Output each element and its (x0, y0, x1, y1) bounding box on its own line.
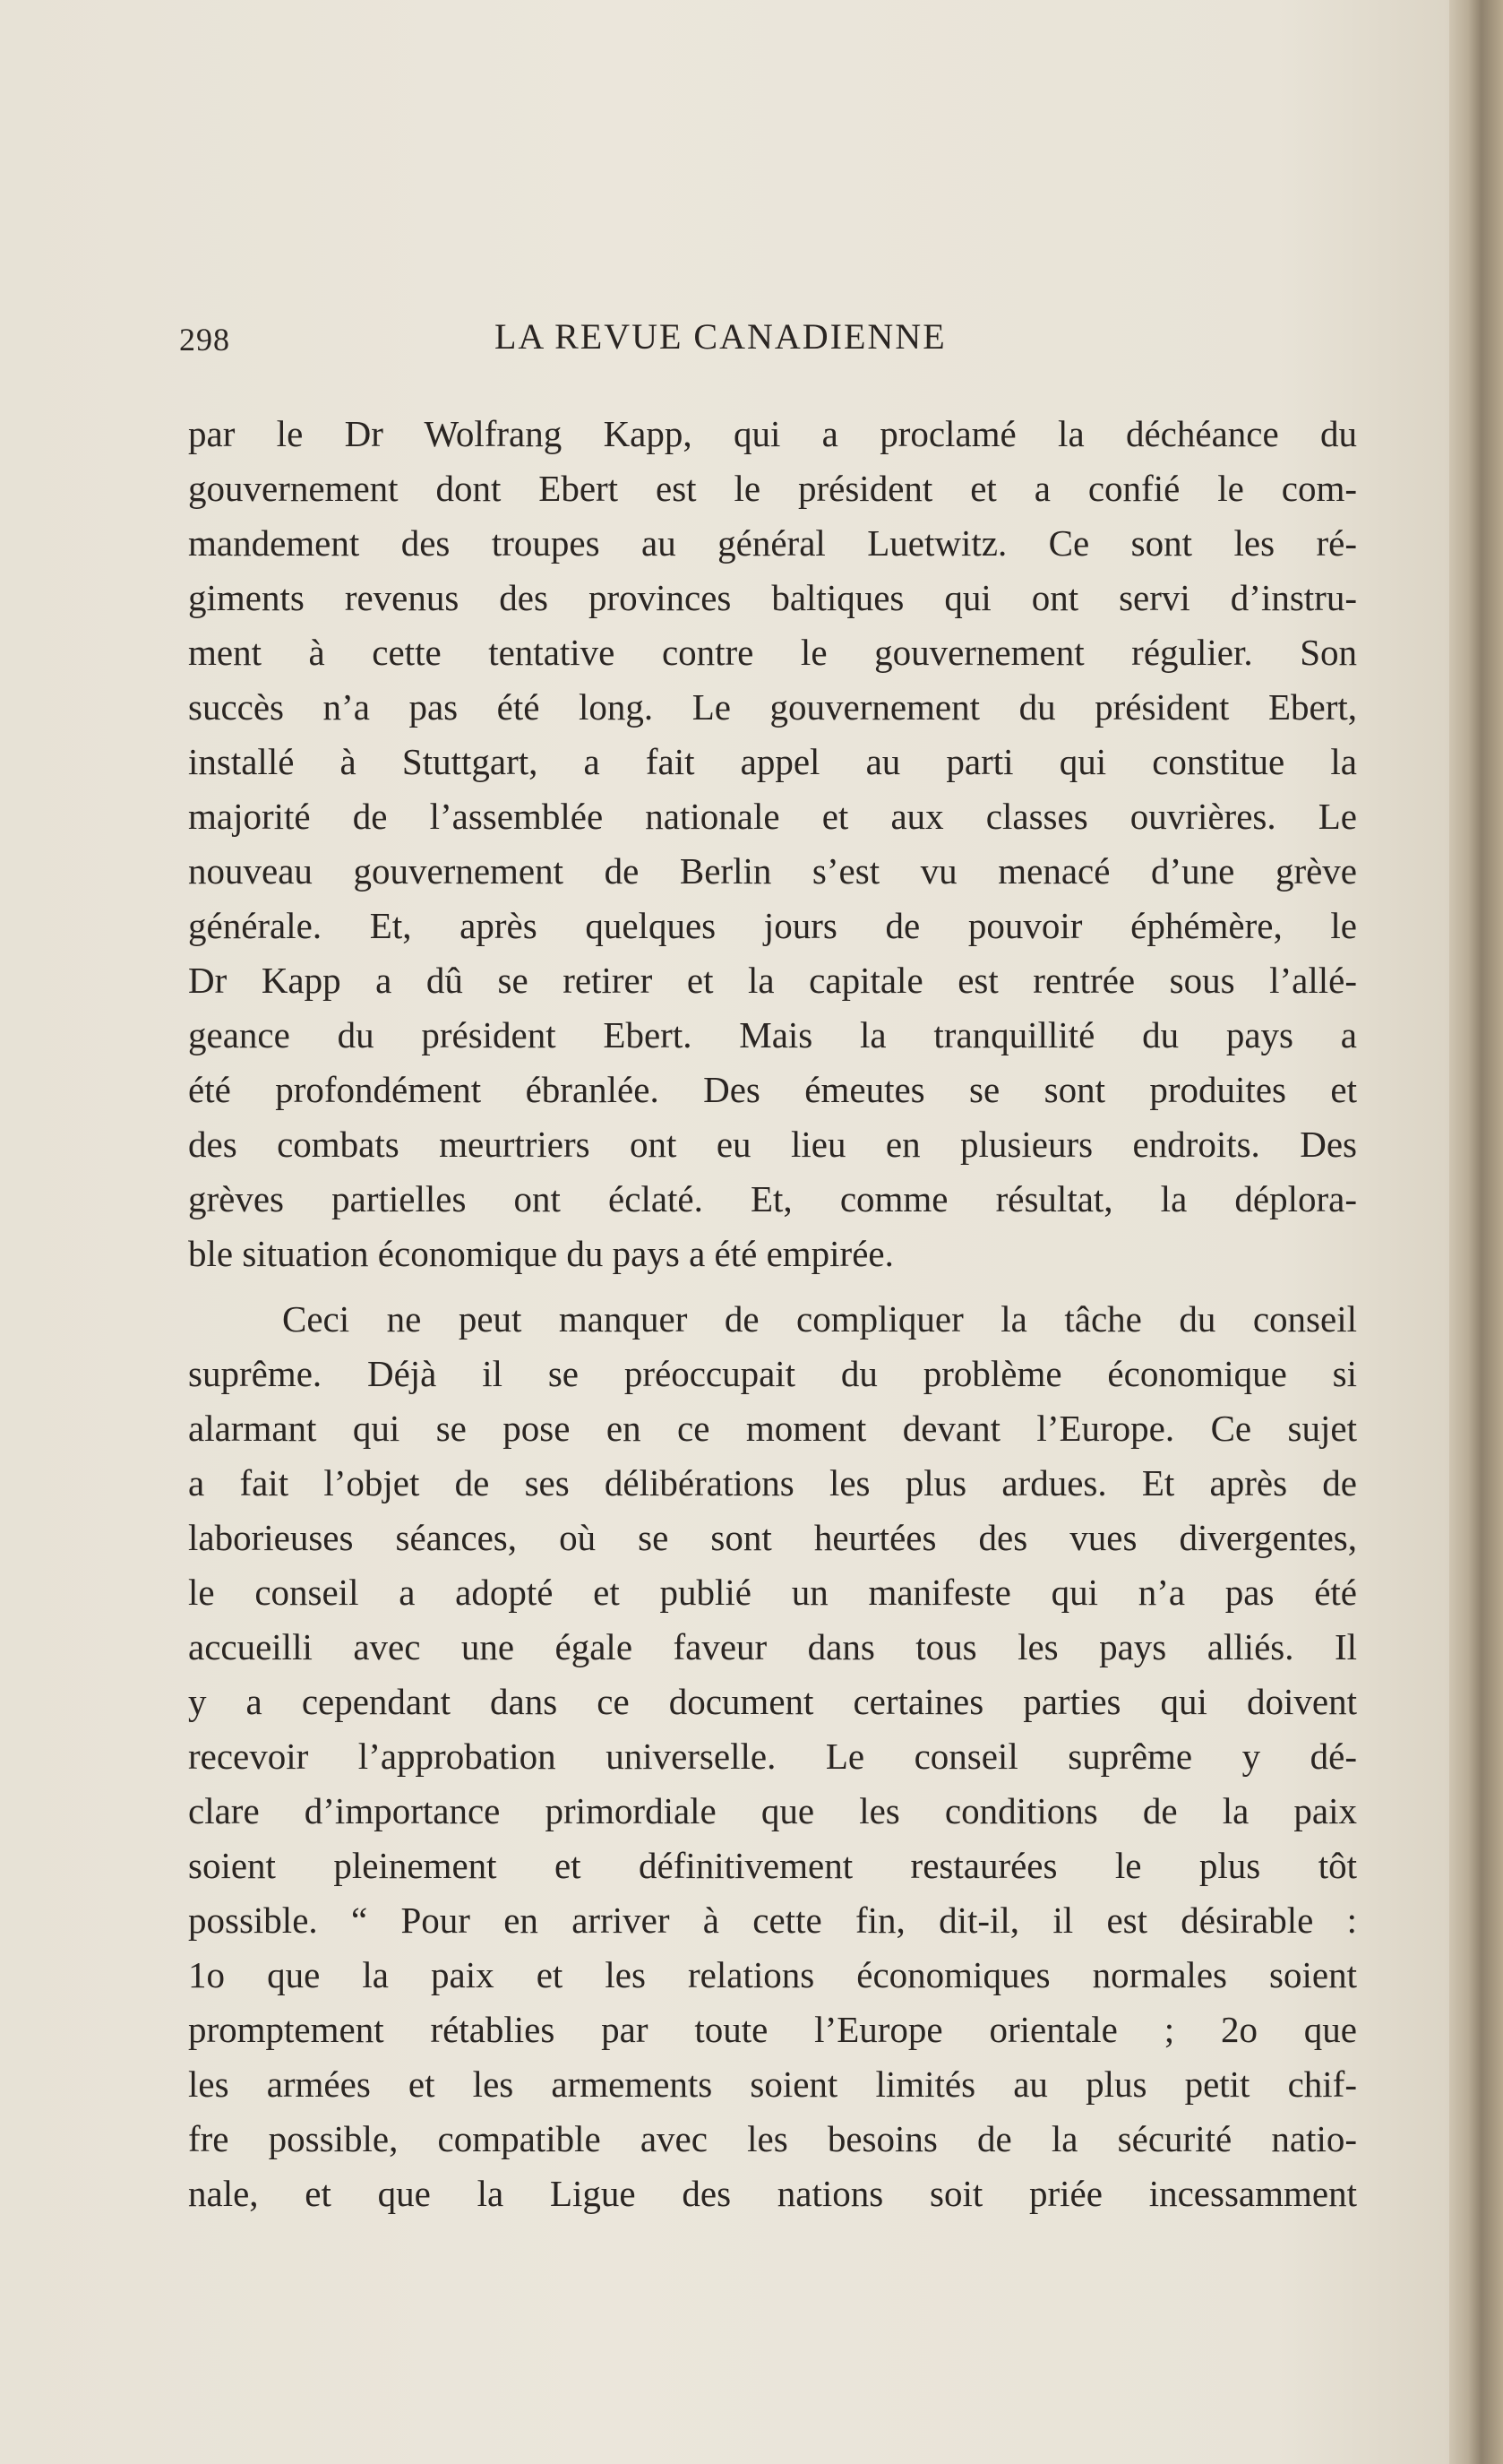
text-line: gouvernement dont Ebert est le président et a confié le com- (188, 468, 1357, 509)
text-line: suprême. Déjà il se préoccupait du problème économique si (188, 1353, 1357, 1394)
text-line: alarmant qui se pose en ce moment devant l’Europe. Ce sujet (188, 1408, 1357, 1449)
text-line: Dr Kapp a dû se retirer et la capitale est rentrée sous l’allé- (188, 960, 1357, 1001)
text-line: nouveau gouvernement de Berlin s’est vu menacé d’une grève (188, 850, 1357, 892)
text-line: recevoir l’approbation universelle. Le conseil suprême y dé- (188, 1736, 1357, 1777)
text-line: soient pleinement et définitivement restaurées le plus tôt (188, 1845, 1357, 1886)
text-line: installé à Stuttgart, a fait appel au parti qui constitue la (188, 741, 1357, 782)
text-line: laborieuses séances, où se sont heurtées des vues divergentes, (188, 1517, 1357, 1558)
text-line: été profondément ébranlée. Des émeutes se sont produites et (188, 1069, 1357, 1110)
text-line: les armées et les armements soient limités au plus petit chif- (188, 2063, 1357, 2105)
text-line: accueilli avec une égale faveur dans tous les pays alliés. Il (188, 1626, 1357, 1667)
text-line: des combats meurtriers ont eu lieu en plusieurs endroits. Des (188, 1124, 1357, 1165)
text-line: grèves partielles ont éclaté. Et, comme résultat, la déplora- (188, 1178, 1357, 1219)
text-line: geance du président Ebert. Mais la tranquillité du pays a (188, 1014, 1357, 1055)
text-line: ment à cette tentative contre le gouvernement régulier. Son (188, 632, 1357, 673)
text-line: fre possible, compatible avec les besoins de la sécurité natio- (188, 2118, 1357, 2159)
text-line: mandement des troupes au général Luetwitz. Ce sont les ré- (188, 522, 1357, 564)
text-line: nale, et que la Ligue des nations soit priée incessamment (188, 2173, 1357, 2214)
text-line: ble situation économique du pays a été empirée. (188, 1233, 894, 1274)
text-line: y a cependant dans ce document certaines parties qui doivent (188, 1681, 1357, 1722)
running-title: LA REVUE CANADIENNE (494, 316, 947, 357)
text-line: giments revenus des provinces baltiques qui ont servi d’instru- (188, 577, 1357, 618)
text-line: le conseil a adopté et publié un manifeste qui n’a pas été (188, 1572, 1357, 1613)
text-line: générale. Et, après quelques jours de pouvoir éphémère, le (188, 905, 1357, 946)
text-line: possible. “ Pour en arriver à cette fin, dit-il, il est désirable : (188, 1900, 1357, 1941)
text-line: promptement rétablies par toute l’Europe orientale ; 2o que (188, 2009, 1357, 2050)
text-line: a fait l’objet de ses délibérations les plus ardues. Et après de (188, 1462, 1357, 1503)
text-line: par le Dr Wolfrang Kapp, qui a proclamé la déchéance du (188, 413, 1357, 454)
text-line: 1o que la paix et les relations économiques normales soient (188, 1954, 1357, 1995)
text-line: majorité de l’assemblée nationale et aux classes ouvrières. Le (188, 796, 1357, 837)
page-edge (1449, 0, 1503, 2464)
page-number: 298 (179, 322, 230, 358)
text-line: clare d’importance primordiale que les conditions de la paix (188, 1790, 1357, 1831)
text-line: succès n’a pas été long. Le gouvernement du président Ebert, (188, 686, 1357, 728)
text-line: Ceci ne peut manquer de compliquer la tâche du conseil (282, 1298, 1357, 1340)
page-header (179, 315, 1012, 369)
